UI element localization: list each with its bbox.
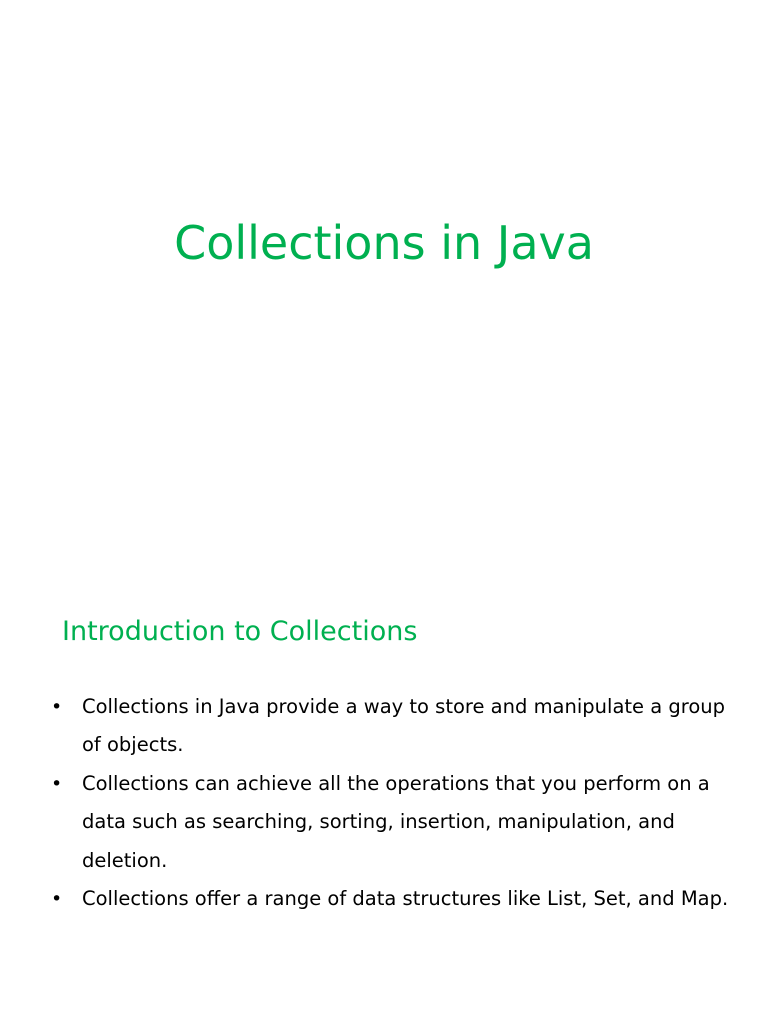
bullet-text: Collections can achieve all the operations that you perform on a data such as searching, sorting, insertion, manipulation, and deletion. [82, 771, 710, 872]
bullet-item [48, 688, 738, 765]
slide-title: Collections in Java [174, 216, 594, 270]
bullet-item [48, 880, 738, 918]
bullet-list [48, 688, 738, 918]
bullet-dot-icon: • [51, 888, 63, 911]
bullet-dot-icon: • [51, 772, 63, 795]
bullet-text: Collections in Java provide a way to store and manipulate a group of objects. [82, 695, 726, 757]
slide-heading: Introduction to Collections [62, 616, 418, 647]
content-slide [0, 512, 768, 1024]
bullet-text: Collections offer a range of data structures like List, Set, and Map. [82, 887, 729, 911]
bullet-dot-icon: • [51, 696, 63, 718]
bullet-item [48, 765, 738, 880]
